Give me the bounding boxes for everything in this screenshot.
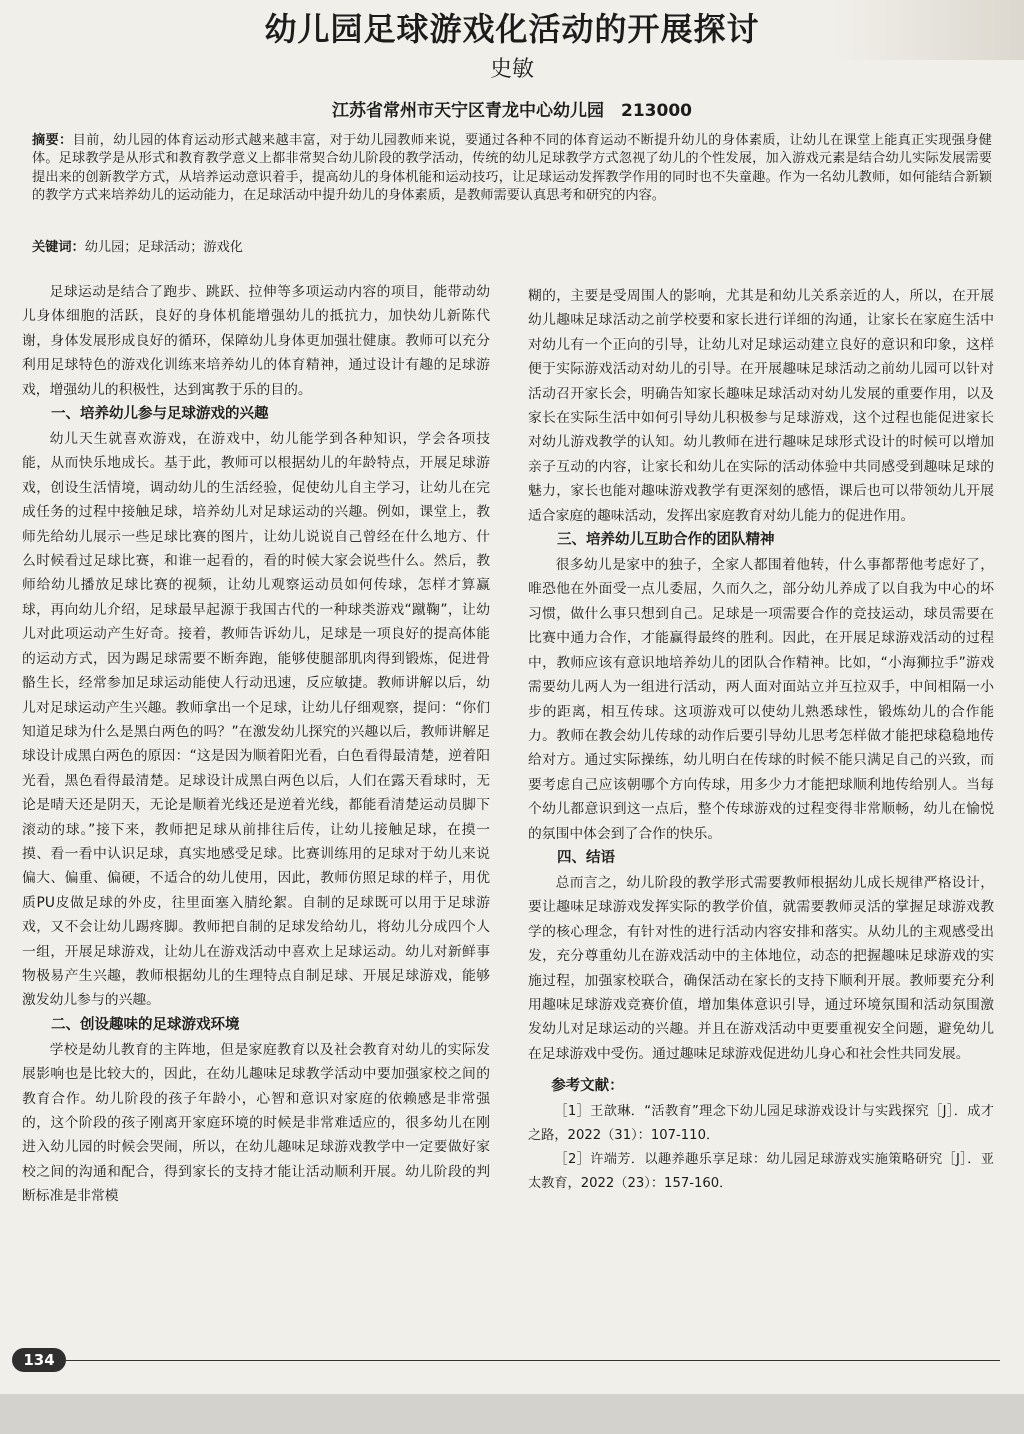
- conclusion-paragraph: 总而言之，幼儿阶段的教学形式需要教师根据幼儿成长规律严格设计，要让趣味足球游戏发挥实际的教学价值，就需要教师灵活的掌握足球游戏教学的核心理念，有针对性的进行活动内容安排和落实。从幼儿的主观感受出发，充分尊重幼儿在游戏活动中的主体地位，动态的把握趣味足球游戏的实施过程，加强家校联合，确保活动在家长的支持下顺利开展。教师要充分利用趣味足球游戏竞赛价值，增加集体意识引导，通过环境氛围和活动氛围激发幼儿对足球运动的兴趣。并且在游戏活动中更要重视安全问题，避免幼儿在足球游戏中受伤。通过趣味足球游戏促进幼儿身心和社会性共同发展。: [528, 874, 994, 1062]
- section-2-paragraph-continued: 糊的，主要是受周围人的影响，尤其是和幼儿关系亲近的人，所以，在开展幼儿趣味足球活动之前学校要和家长进行详细的沟通，让家长在家庭生活中对幼儿有一个正向的引导，让幼儿对足球运动建立良好的意识和印象，这样便于实际游戏活动对幼儿的引导。在开展趣味足球活动之前幼儿园可以针对活动召开家长会，明确告知家长趣味足球活动对幼儿发展的重要作用，以及家长在实际生活中如何引导幼儿积极参与足球游戏，这个过程也能促进家长对幼儿游戏教学的认知。幼儿教师在进行趣味足球形式设计的时候可以增加亲子互动的内容，让家长和幼儿在实际的活动体验中共同感受到趣味足球的魅力，家长也能对趣味游戏教学有更深刻的感悟，课后也可以带领幼儿开展适合家庭的趣味活动，发挥出家庭教育对幼儿能力的促进作用。: [528, 288, 994, 524]
- abstract: [32, 132, 992, 206]
- section-heading-3: 三、培养幼儿互助合作的团队精神: [557, 532, 775, 549]
- keywords: [32, 236, 992, 255]
- abstract-label: 摘要：: [32, 133, 73, 148]
- section-1-paragraph: 幼儿天生就喜欢游戏，在游戏中，幼儿能学到各种知识，学会各项技能，从而快乐地成长。基于此，教师可以根据幼儿的年龄特点，开展足球游戏，创设生活情境，调动幼儿的生活经验，促使幼儿自主学习，让幼儿在完成任务的过程中接触足球，培养幼儿对足球运动的兴趣。例如，课堂上，教师先给幼儿展示一些足球比赛的图片，让幼儿说说自己曾经在什么地方、什么时候看过足球比赛，和谁一起看的，看的时候大家会说些什么。然后，教师给幼儿播放足球比赛的视频，让幼儿观察运动员如何传球，怎样才算赢球，再向幼儿介绍，足球最早起源于我国古代的一种球类游戏“蹴鞠”，让幼儿对此项运动产生好奇。接着，教师告诉幼儿，足球是一项良好的提高体能的运动方式，因为踢足球需要不断奔跑，能够使腿部肌肉得到锻炼，促进骨骼生长，经常参加足球运动能使人行动迅速，反应敏捷。教师讲解以后，幼儿对足球运动产生兴趣。教师拿出一个足球，让幼儿仔细观察，提问：“你们知道足球为什么是黑白两色的吗？”在激发幼儿探究的兴趣以后，教师讲解足球设计成黑白两色的原因：“这是因为顺着阳光看，白色看得最清楚，逆着阳光看，黑色看得最清楚。足球设计成黑白两色以后，人们在露天看球时，无论是晴天还是阴天，无论是顺着光线还是逆着光线，都能看清楚运动员脚下滚动的球。”接下来，教师把足球从前排往后传，让幼儿接触足球，在摸一摸、看一看中认识足球，真实地感受足球。比赛训练用的足球对于幼儿来说偏大、偏重、偏硬，不适合的幼儿使用，因此，教师仿照足球的样子，用优质PU皮做足球的外皮，往里面塞入腈纶絮。自制的足球既可以用于足球游戏，又不会让幼儿踢疼脚。教师把自制的足球发给幼儿，将幼儿分成四个人一组，开展足球游戏，让幼儿在游戏活动中喜欢上足球运动。幼儿对新鲜事物极易产生兴趣，教师根据幼儿的生理特点自制足球、开展足球游戏，能够激发幼儿参与的兴趣。: [22, 431, 490, 1009]
- section-heading-1: 一、培养幼儿参与足球游戏的兴趣: [51, 406, 269, 423]
- section-2-paragraph: 学校是幼儿教育的主阵地，但是家庭教育以及社会教育对幼儿的实际发展影响也是比较大的，因此，在幼儿趣味足球教学活动中要加强家校之间的教育合作。幼儿阶段的孩子年龄小，心智和意识对家庭的依赖感是非常强的，这个阶段的孩子刚离开家庭环境的时候是非常难适应的，很多幼儿在刚进入幼儿园的时候会哭闹，所以，在幼儿趣味足球游戏教学中一定要做好家校之间的沟通和配合，得到家长的支持才能让活动顺利开展。幼儿阶段的判断标准是非常模: [22, 1041, 490, 1205]
- section-heading-2: 二、创设趣味的足球游戏环境: [51, 1016, 240, 1033]
- author-name: 史敏: [489, 57, 534, 82]
- abstract-text: 目前，幼儿园的体育运动形式越来越丰富，对于幼儿园教师来说，要通过各种不同的体育运动不断提升幼儿的身体素质，让幼儿在课堂上能真正实现强身健体。足球教学是从形式和教育教学意义上都非常契合幼儿阶段的教学活动，传统的幼儿足球教学方式忽视了幼儿的个性发展，加入游戏元素是结合幼儿实际发展需要提出来的创新教学方式，从培养运动意识着手，提高幼儿的身体机能和运动技巧，让足球运动发挥教学作用的同时也不失童趣。作为一名幼儿教师，如何能结合新颖的教学方式来培养幼儿的运动能力，在足球活动中提升幼儿的身体素质，是教师需要认真思考和研究的内容。: [32, 133, 992, 204]
- keywords-text: 幼儿园；足球活动；游戏化: [84, 240, 243, 255]
- right-column: [528, 284, 994, 1196]
- scan-bottom-margin: [0, 1394, 1024, 1434]
- left-column: [22, 280, 490, 1209]
- reference-1: ［1］王歆琳．“活教育”理念下幼儿园足球游戏设计与实践探究［J］．成才之路，2022（31）：107-110．: [528, 1104, 994, 1144]
- reference-2: ［2］许端芳．以趣养趣乐享足球：幼儿园足球游戏实施策略研究［J］．亚太教育，2022（23）：157-160．: [528, 1152, 994, 1192]
- references-heading: 参考文献：: [551, 1078, 624, 1095]
- keywords-label: 关键词：: [32, 240, 85, 255]
- intro-paragraph: 足球运动是结合了跑步、跳跃、拉伸等多项运动内容的项目，能带动幼儿身体细胞的活跃，良好的身体机能增强幼儿的抵抗力，加快幼儿新陈代谢，身体发展形成良好的循环，保障幼儿身体更加强壮健康。教师可以充分利用足球特色的游戏化训练来培养幼儿的体育精神，通过设计有趣的足球游戏，增强幼儿的积极性，达到寓教于乐的目的。: [22, 284, 490, 398]
- page-number: 134: [12, 1348, 66, 1372]
- article-title: 幼儿园足球游戏化活动的开展探讨: [264, 10, 760, 48]
- section-heading-4: 四、结语: [557, 849, 615, 866]
- section-3-paragraph: 很多幼儿是家中的独子，全家人都围着他转，什么事都帮他考虑好了，唯恐他在外面受一点儿委屈，久而久之，部分幼儿养成了以自我为中心的坏习惯，做什么事只想到自己。足球是一项需要合作的竞技运动，球员需要在比赛中通力合作，才能赢得最终的胜利。因此，在开展足球游戏活动的过程中，教师应该有意识地培养幼儿的团队合作精神。比如，“小海狮拉手”游戏需要幼儿两人为一组进行活动，两人面对面站立并互拉双手，中间相隔一小步的距离，相互传球。这项游戏可以使幼儿熟悉球性，锻炼幼儿的合作能力。教师在教会幼儿传球的动作后要引导幼儿思考怎样做才能把球稳稳地传给对方。通过实际操练，幼儿明白在传球的时候不能只满足自己的兴致，而要考虑自己应该朝哪个方向传球，用多少力才能把球顺利地传给别人。当每个幼儿都意识到这一点后，整个传球游戏的过程变得非常顺畅，幼儿在愉悦的氛围中体会到了合作的快乐。: [528, 557, 994, 842]
- footer-rule: [66, 1360, 1000, 1361]
- author-affiliation: 江苏省常州市天宁区青龙中心幼儿园 213000: [332, 101, 692, 121]
